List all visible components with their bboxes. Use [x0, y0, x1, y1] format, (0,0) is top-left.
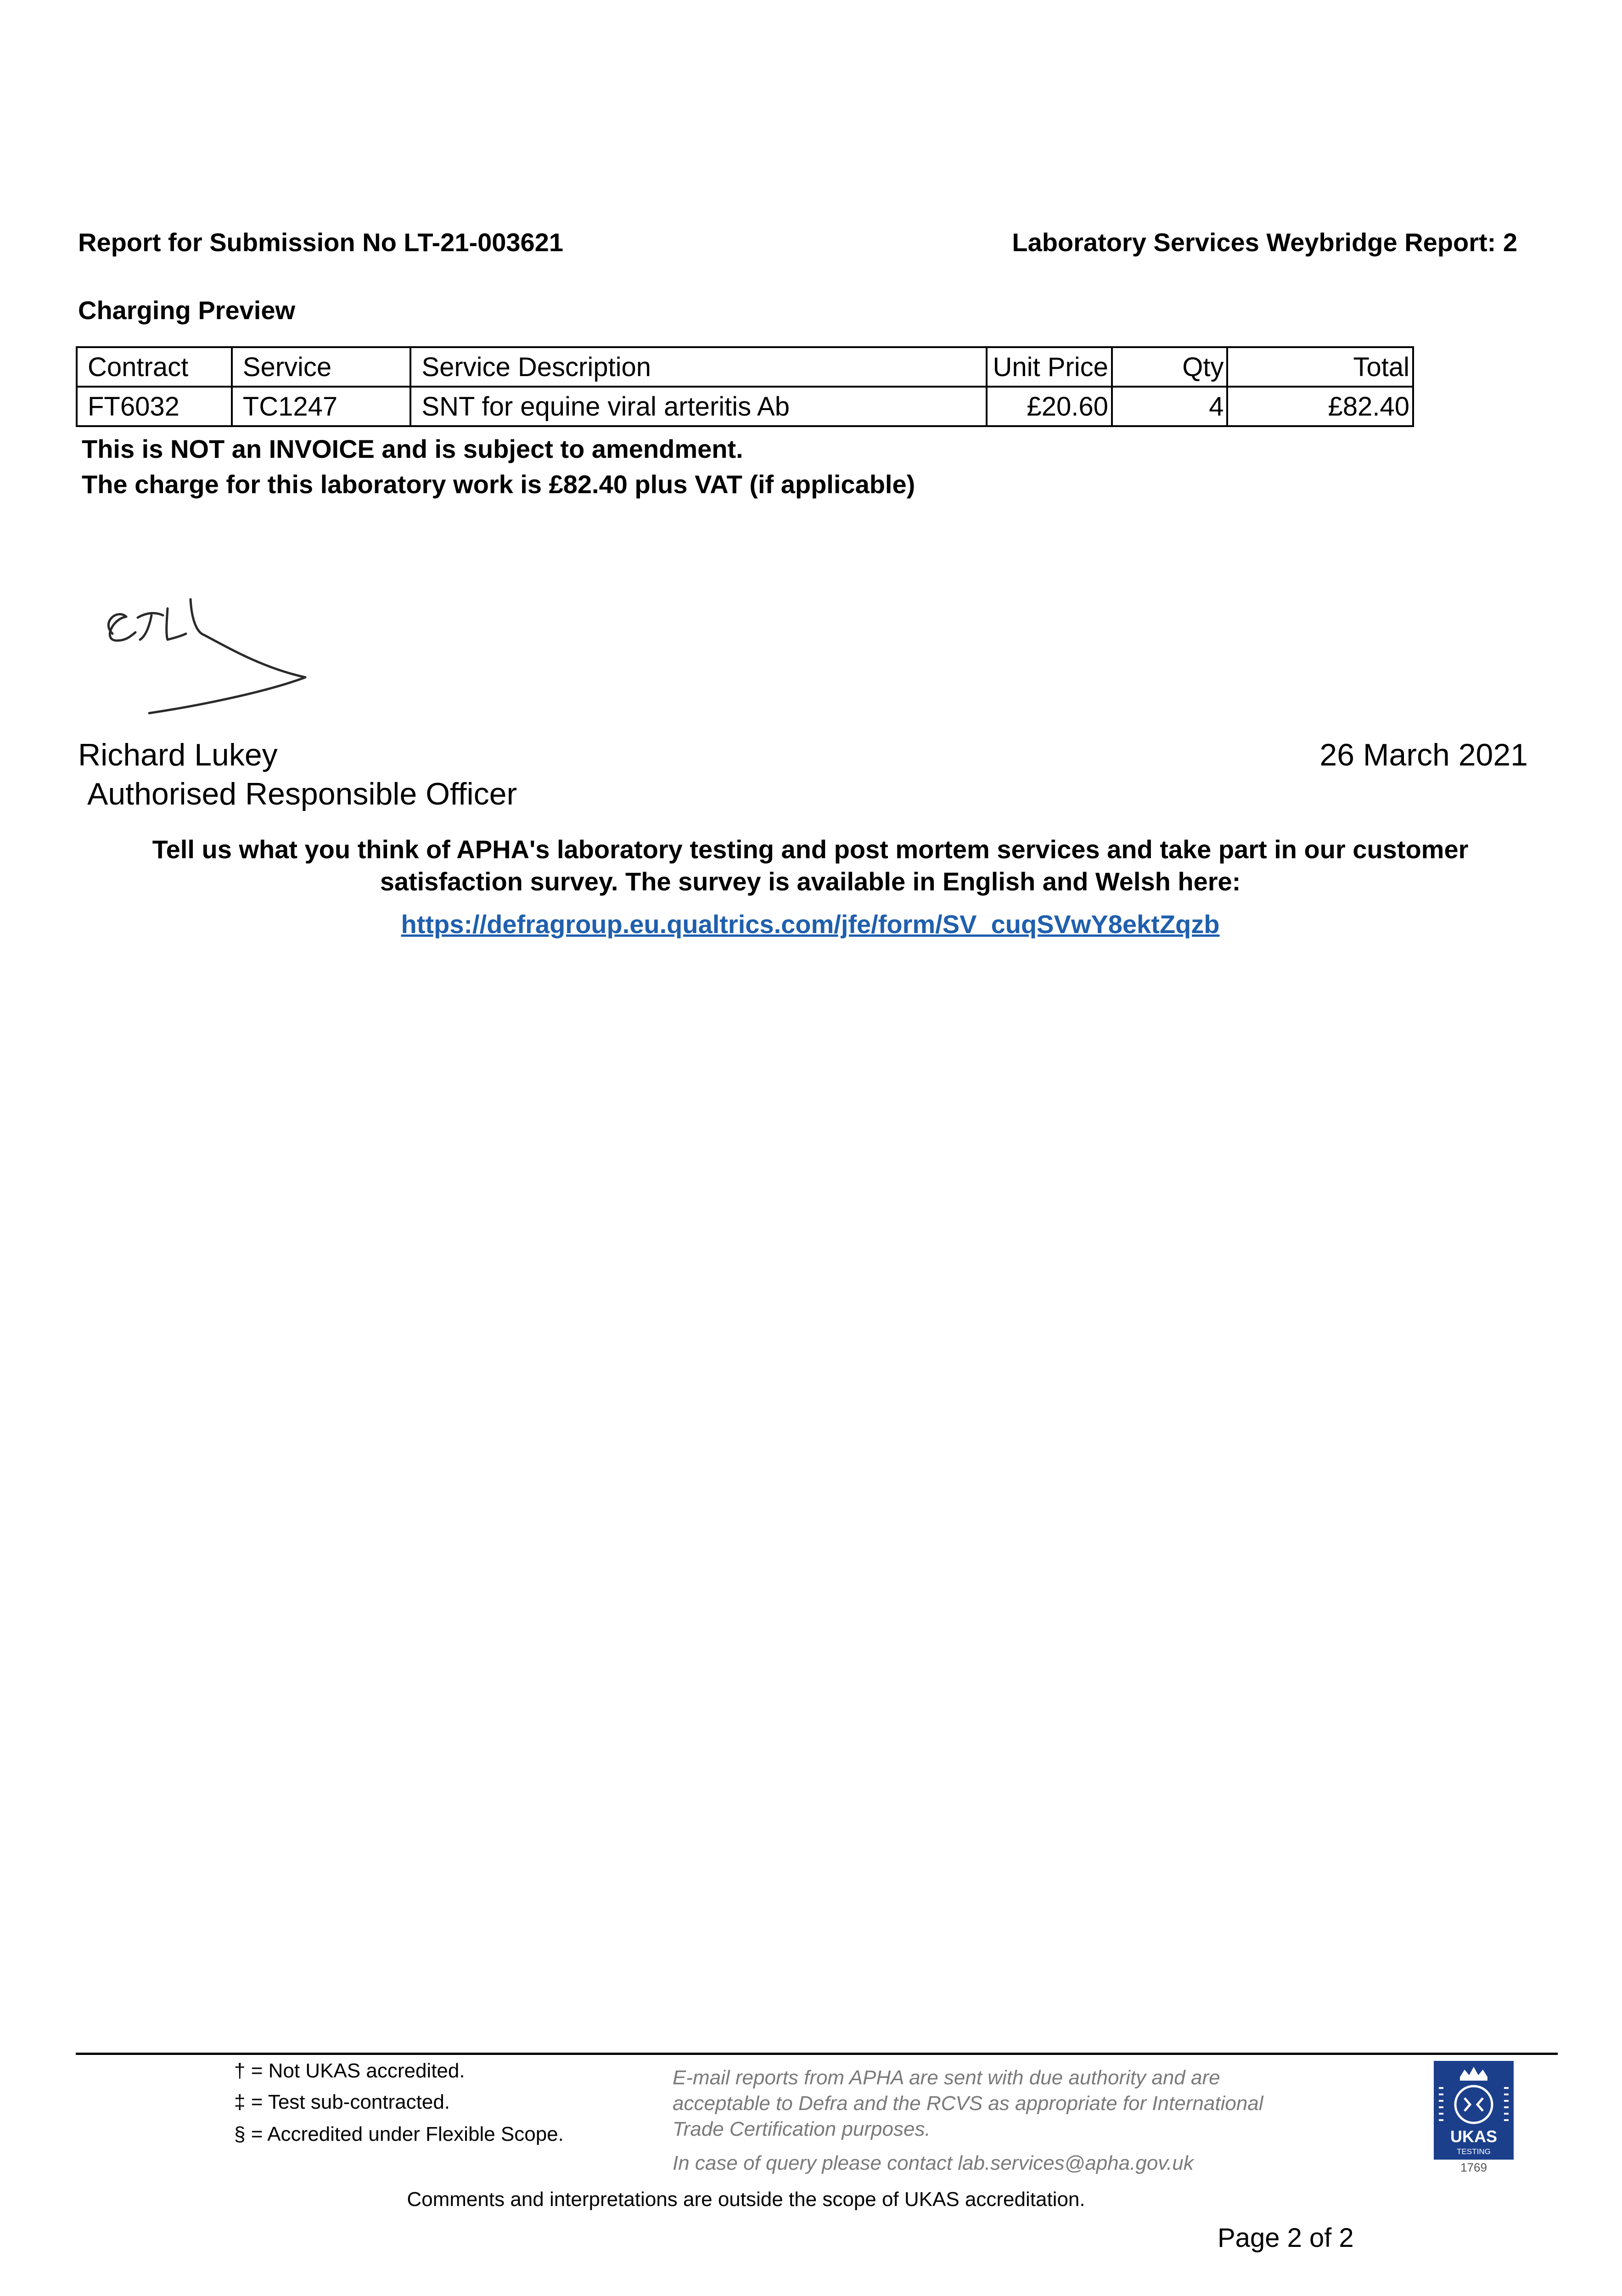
ukas-scope-note: Comments and interpretations are outside the scope of UKAS accreditation. — [407, 2188, 1085, 2211]
legend-not-ukas-accredited: † = Not UKAS accredited. — [234, 2060, 465, 2082]
charging-table — [76, 346, 1414, 427]
email-disclaimer-line: E-mail reports from APHA are sent with due authority and are — [673, 2066, 1220, 2089]
not-invoice-notice: This is NOT an INVOICE and is subject to amendment. — [82, 434, 743, 463]
column-header-qty: Qty — [1112, 347, 1228, 387]
ukas-crown-logo — [1432, 2060, 1515, 2174]
lab-report-title: Laboratory Services Weybridge Report: 2 — [1012, 228, 1517, 257]
column-header-unit-price: Unit Price — [987, 347, 1112, 387]
table-row — [77, 387, 1413, 426]
cell-service: TC1247 — [232, 387, 411, 426]
cell-contract: FT6032 — [77, 387, 232, 426]
cell-qty: 4 — [1112, 387, 1228, 426]
email-disclaimer-line: acceptable to Defra and the RCVS as appropriate for International — [673, 2092, 1263, 2115]
survey-link[interactable]: https://defragroup.eu.qualtrics.com/jfe/form/SV_cuqSVwY8ektZqzb — [401, 910, 1220, 939]
survey-invitation: Tell us what you think of APHA's laboratory testing and post mortem services and take part in our customer satisfaction survey. The survey is available in English and Welsh here: — [152, 835, 1469, 896]
ukas-logo-text: UKAS — [1450, 2127, 1498, 2146]
officer-role: Authorised Responsible Officer — [87, 777, 517, 811]
submission-title: Report for Submission No LT-21-003621 — [78, 228, 563, 257]
table-header-row — [77, 347, 1413, 387]
charging-preview-heading: Charging Preview — [78, 296, 296, 325]
signature-image — [94, 590, 324, 723]
ukas-logo-number: 1769 — [1460, 2161, 1487, 2174]
column-header-service: Service — [232, 347, 411, 387]
column-header-contract: Contract — [77, 347, 232, 387]
officer-name: Richard Lukey — [78, 737, 278, 772]
cell-total: £82.40 — [1227, 387, 1413, 426]
footer-divider — [76, 2053, 1558, 2055]
legend-sub-contracted: ‡ = Test sub-contracted. — [234, 2091, 450, 2113]
report-date: 26 March 2021 — [1319, 737, 1528, 772]
cell-unit-price: £20.60 — [987, 387, 1112, 426]
cell-service-description: SNT for equine viral arteritis Ab — [410, 387, 987, 426]
column-header-total: Total — [1227, 347, 1413, 387]
column-header-service-description: Service Description — [410, 347, 987, 387]
legend-flexible-scope: § = Accredited under Flexible Scope. — [234, 2123, 564, 2145]
charge-summary: The charge for this laboratory work is £82.40 plus VAT (if applicable) — [82, 470, 915, 499]
query-contact: In case of query please contact lab.services@apha.gov.uk — [673, 2152, 1194, 2174]
ukas-logo-subtext: TESTING — [1457, 2147, 1491, 2156]
page-number: Page 2 of 2 — [1218, 2223, 1354, 2253]
email-disclaimer-line: Trade Certification purposes. — [673, 2118, 931, 2140]
